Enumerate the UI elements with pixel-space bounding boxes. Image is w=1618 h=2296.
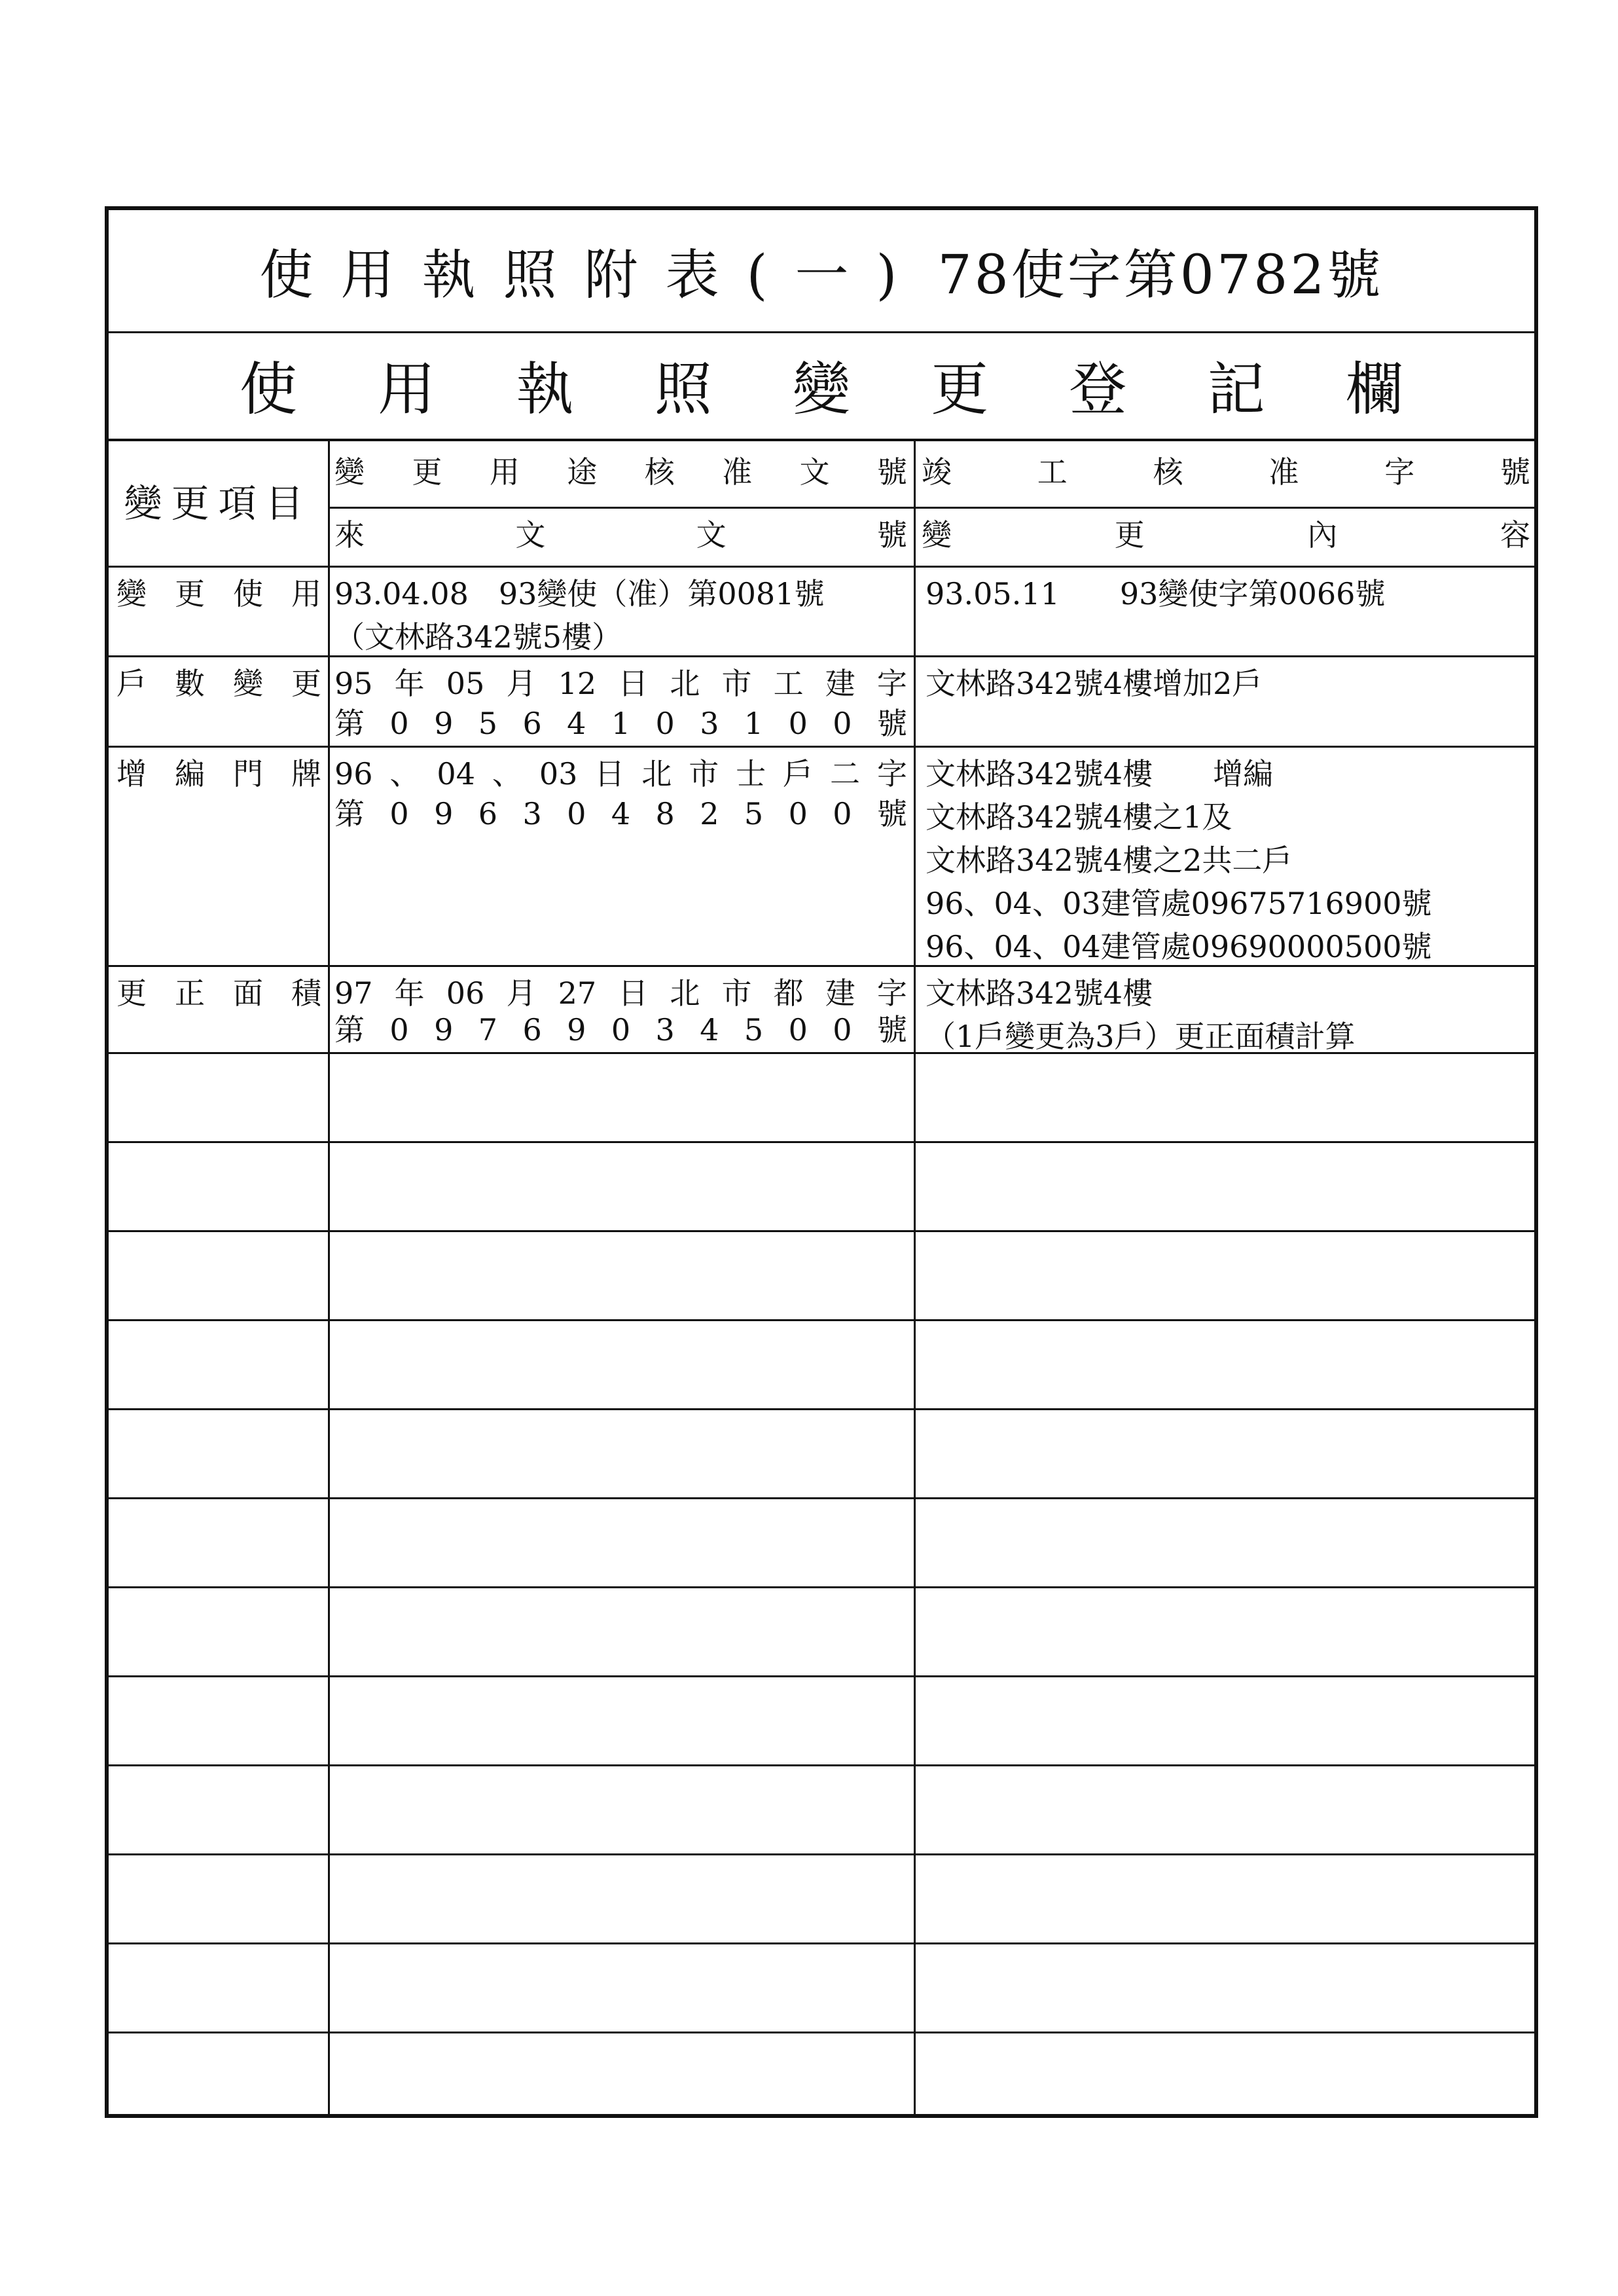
row-approval-line (334, 752, 907, 795)
form-title: 使用執照附表(一) (259, 244, 925, 306)
header-char: 容 (1500, 517, 1530, 553)
date-part: 年 (394, 975, 425, 1011)
row-document-number (334, 702, 907, 745)
header-char: 更 (412, 454, 442, 490)
date-part: 05 (446, 666, 485, 701)
doc-char: 9 (434, 706, 454, 741)
item-char: 更 (175, 576, 205, 611)
date-part: 北 (670, 975, 700, 1011)
doc-char: 號 (876, 706, 907, 741)
date-part: 市 (721, 666, 752, 701)
item-char: 增 (117, 756, 147, 792)
doc-char: 2 (700, 796, 719, 831)
doc-char: 3 (655, 1012, 675, 1048)
item-char: 戶 (117, 666, 147, 701)
row-approval-cell (334, 572, 907, 659)
section-char: 變 (792, 355, 850, 423)
cell-line: 文林路342號4樓 增編 (926, 756, 1274, 792)
header-change-content (922, 513, 1530, 556)
doc-char: 3 (522, 796, 542, 831)
date-part: 工 (773, 666, 804, 701)
row-content-cell (926, 752, 1531, 968)
header-char: 文 (515, 517, 546, 553)
section-title (109, 331, 1534, 441)
row-rule (109, 566, 1534, 568)
cell-line: 96、04、03建管處09675716900號 (926, 886, 1432, 921)
header-char: 准 (722, 454, 753, 490)
cell-line: 93.05.11 93變使字第0066號 (926, 576, 1386, 611)
row-rule (109, 1942, 1534, 1944)
doc-char: 0 (833, 1012, 852, 1048)
row-content-cell (926, 662, 1531, 705)
header-char: 字 (1384, 454, 1415, 490)
doc-char: 6 (478, 796, 498, 831)
header-approval-number (334, 450, 907, 494)
section-char: 執 (516, 355, 574, 423)
section-char: 欄 (1345, 355, 1403, 423)
doc-char: 4 (700, 1012, 719, 1048)
date-part: 12 (558, 666, 597, 701)
cell-line: （文林路342號5樓） (334, 619, 622, 655)
item-char: 變 (117, 576, 147, 611)
header-char: 來 (334, 517, 365, 553)
date-part: 95 (334, 666, 373, 701)
date-part: 市 (689, 756, 719, 792)
column-divider (328, 441, 330, 2114)
header-char: 文 (799, 454, 830, 490)
item-char: 更 (117, 975, 147, 1011)
cell-line: 文林路342號4樓之2共二戶 (926, 843, 1293, 878)
doc-char: 0 (788, 706, 808, 741)
doc-char: 6 (522, 706, 542, 741)
cell-line: 96、04、04建管處09690000500號 (926, 929, 1432, 964)
date-part: 日 (594, 756, 625, 792)
date-part: 06 (446, 975, 485, 1011)
header-char: 變 (334, 454, 365, 490)
date-part: 27 (558, 975, 597, 1011)
row-rule (109, 1408, 1534, 1410)
doc-char: 9 (434, 1012, 454, 1048)
date-part: 年 (394, 666, 425, 701)
header-char: 更 (1114, 517, 1145, 553)
section-char: 用 (378, 355, 436, 423)
row-approval-line (334, 662, 907, 705)
item-char: 面 (233, 975, 263, 1011)
item-char: 門 (233, 756, 263, 792)
date-part: 月 (506, 975, 537, 1011)
change-record-table (109, 441, 1534, 2114)
item-char: 積 (291, 975, 321, 1011)
section-char: 更 (931, 355, 989, 423)
row-document-number (334, 792, 907, 835)
header-char: 變 (922, 517, 952, 553)
date-part: 、 (389, 756, 420, 792)
doc-char: 0 (567, 796, 586, 831)
row-change-item (117, 752, 321, 795)
doc-char: 第 (334, 796, 365, 831)
item-char: 更 (291, 666, 321, 701)
item-char: 編 (175, 756, 205, 792)
row-content-cell (926, 972, 1531, 1058)
section-char: 登 (1069, 355, 1127, 423)
date-part: 市 (721, 975, 752, 1011)
section-char: 使 (240, 355, 298, 423)
doc-char: 號 (876, 796, 907, 831)
header-mid-rule (328, 507, 1534, 509)
date-part: 字 (876, 666, 907, 701)
item-char: 用 (291, 576, 321, 611)
header-char: 途 (567, 454, 598, 490)
doc-char: 9 (567, 1012, 586, 1048)
header-completion-number (922, 450, 1530, 494)
doc-char: 1 (744, 706, 764, 741)
date-part: 月 (506, 666, 537, 701)
date-part: 士 (736, 756, 766, 792)
doc-char: 0 (655, 706, 675, 741)
doc-char: 第 (334, 1012, 365, 1048)
doc-char: 5 (744, 1012, 764, 1048)
row-rule (109, 1230, 1534, 1232)
doc-char: 號 (876, 1012, 907, 1048)
date-part: 日 (618, 666, 649, 701)
doc-char: 第 (334, 706, 365, 741)
header-char: 核 (1153, 454, 1183, 490)
row-rule (109, 1764, 1534, 1766)
date-part: 04 (437, 756, 475, 792)
cell-line: 93.04.08 93變使（准）第0081號 (334, 576, 825, 611)
doc-char: 7 (478, 1012, 498, 1048)
date-part: 字 (876, 975, 907, 1011)
header-char: 竣 (922, 454, 952, 490)
header-char: 用 (489, 454, 520, 490)
row-rule (109, 1319, 1534, 1321)
date-part: 建 (825, 975, 855, 1011)
doc-char: 0 (833, 796, 852, 831)
row-change-item (117, 572, 321, 615)
doc-char: 8 (655, 796, 675, 831)
date-part: 96 (334, 756, 373, 792)
cell-line: 文林路342號4樓之1及 (926, 799, 1232, 835)
doc-char: 0 (788, 1012, 808, 1048)
row-change-item (117, 662, 321, 705)
row-rule (109, 1675, 1534, 1677)
cell-line: （1戶變更為3戶）更正面積計算 (926, 1019, 1356, 1054)
license-form-frame (105, 206, 1538, 2118)
doc-char: 0 (389, 706, 409, 741)
doc-char: 3 (700, 706, 719, 741)
item-char: 使 (233, 576, 263, 611)
cell-line: 文林路342號4樓 (926, 975, 1153, 1011)
item-char: 數 (175, 666, 205, 701)
doc-char: 6 (522, 1012, 542, 1048)
date-part: 北 (641, 756, 672, 792)
row-rule (109, 1586, 1534, 1588)
row-document-number (334, 1008, 907, 1051)
date-part: 戶 (783, 756, 814, 792)
header-incoming-number (334, 513, 907, 556)
doc-char: 4 (567, 706, 586, 741)
row-rule (109, 1141, 1534, 1143)
date-part: 北 (670, 666, 700, 701)
item-char: 變 (233, 666, 263, 701)
header-char: 內 (1307, 517, 1338, 553)
header-change-item: 變更項目 (124, 481, 313, 526)
header-char: 號 (876, 517, 907, 553)
item-char: 正 (175, 975, 205, 1011)
row-change-item (117, 972, 321, 1015)
row-content-cell (926, 572, 1531, 615)
doc-char: 9 (434, 796, 454, 831)
column-divider (914, 441, 916, 2114)
header-char: 工 (1037, 454, 1068, 490)
doc-char: 0 (389, 796, 409, 831)
section-char: 照 (654, 355, 712, 423)
doc-char: 0 (833, 706, 852, 741)
date-part: 03 (539, 756, 578, 792)
doc-char: 0 (611, 1012, 631, 1048)
date-part: 、 (492, 756, 522, 792)
date-part: 二 (830, 756, 861, 792)
header-char: 文 (696, 517, 727, 553)
row-rule (109, 746, 1534, 748)
row-rule (109, 1497, 1534, 1499)
date-part: 日 (618, 975, 649, 1011)
doc-char: 4 (611, 796, 631, 831)
date-part: 97 (334, 975, 373, 1011)
form-title-row (109, 210, 1534, 333)
doc-char: 1 (611, 706, 631, 741)
row-rule (109, 2032, 1534, 2033)
doc-char: 0 (788, 796, 808, 831)
item-char: 牌 (291, 756, 321, 792)
header-char: 號 (876, 454, 907, 490)
doc-char: 5 (478, 706, 498, 741)
doc-char: 0 (389, 1012, 409, 1048)
date-part: 都 (773, 975, 804, 1011)
date-part: 建 (825, 666, 855, 701)
header-char: 准 (1268, 454, 1299, 490)
cell-line: 文林路342號4樓增加2戶 (926, 666, 1263, 701)
doc-char: 5 (744, 796, 764, 831)
date-part: 字 (876, 756, 907, 792)
section-char: 記 (1207, 355, 1265, 423)
row-rule (109, 1853, 1534, 1855)
license-number: 78使字第0782號 (937, 244, 1384, 306)
header-char: 核 (644, 454, 675, 490)
header-char: 號 (1500, 454, 1530, 490)
